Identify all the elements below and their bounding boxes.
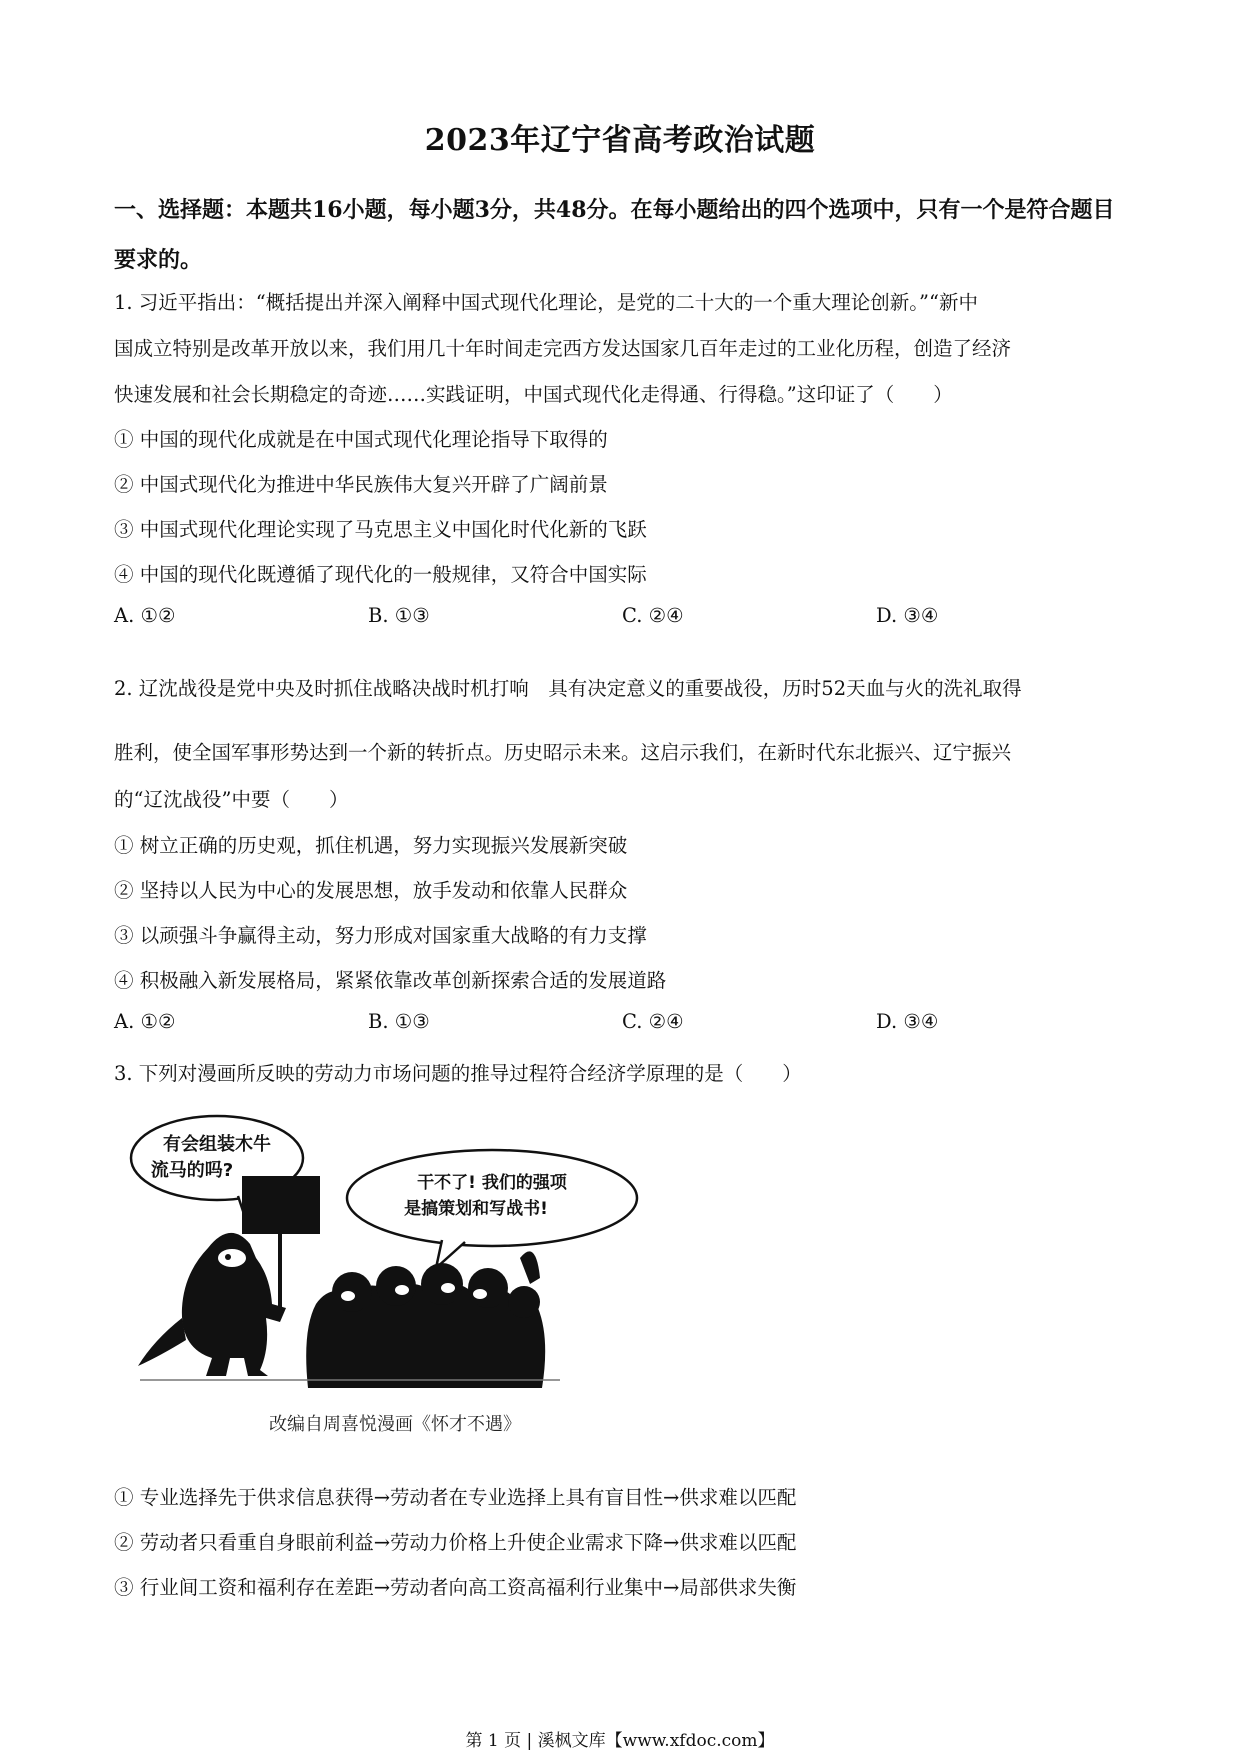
recruitment-sign — [242, 1176, 320, 1234]
q2-option-d: D. ③④ — [876, 1010, 939, 1033]
q1-option-b: B. ①③ — [368, 604, 430, 627]
q1-statement: ① 中国的现代化成就是在中国式现代化理论指导下取得的 — [114, 428, 608, 451]
q1-option-d: D. ③④ — [876, 604, 939, 627]
q2-statement: ② 坚持以人民为中心的发展思想，放手发动和依靠人民群众 — [114, 879, 628, 902]
page-title: 2023年辽宁省高考政治试题 — [424, 123, 816, 158]
q1-option-c: C. ②④ — [622, 604, 684, 627]
q1-stem-line: 快速发展和社会长期稳定的奇迹……实践证明，中国式现代化走得通、行得稳。”这印证了（ ） — [114, 383, 953, 406]
q2-statement: ③ 以顽强斗争赢得主动，努力形成对国家重大战略的有力支撑 — [114, 924, 647, 947]
q3-statement: ① 专业选择先于供求信息获得→劳动者在专业选择上具有盲目性→供求难以匹配 — [114, 1486, 797, 1509]
q3-stem: 3. 下列对漫画所反映的劳动力市场问题的推导过程符合经济学原理的是（ ） — [114, 1062, 802, 1085]
speech-bubble-right — [347, 1150, 637, 1246]
bubble-left-line: 有会组装木牛 — [163, 1134, 271, 1155]
q1-stem-line: 国成立特别是改革开放以来，我们用几十年时间走完西方发达国家几百年走过的工业化历程，创造了经济 — [114, 337, 1012, 360]
cartoon-caption: 改编自周喜悦漫画《怀才不遇》 — [269, 1414, 521, 1435]
q3-statement: ② 劳动者只看重自身眼前利益→劳动力价格上升使企业需求下降→供求难以匹配 — [114, 1531, 797, 1554]
q1-statement: ③ 中国式现代化理论实现了马克思主义中国化时代化新的飞跃 — [114, 518, 647, 541]
q2-stem-line: 的“辽沈战役”中要（ ） — [114, 788, 349, 811]
q2-option-a: A. ①② — [114, 1010, 176, 1033]
q3-statement: ③ 行业间工资和福利存在差距→劳动者向高工资高福利行业集中→局部供求失衡 — [114, 1576, 797, 1599]
section-heading: 一、选择题：本题共16小题，每小题3分，共48分。在每小题给出的四个选项中，只有一个是符合题目要求的。 — [114, 197, 1115, 273]
q1-option-a: A. ①② — [114, 604, 176, 627]
recruiter-figure — [138, 1233, 286, 1376]
q2-statement: ① 树立正确的历史观，抓住机遇，努力实现振兴发展新突破 — [114, 834, 628, 857]
q2-stem-line: 2. 辽沈战役是党中央及时抓住战略决战时机打响 具有决定意义的重要战役，历时52天血与火的洗礼取得 — [114, 677, 1022, 700]
bubble-left-line: 流马的吗? — [150, 1160, 234, 1181]
applicants-group — [306, 1251, 545, 1388]
q2-statement: ④ 积极融入新发展格局，紧紧依靠改革创新探索合适的发展道路 — [114, 969, 667, 992]
bubble-right-line: 干不了! 我们的强项 — [417, 1173, 567, 1193]
q2-stem-line: 胜利，使全国军事形势达到一个新的转折点。历史昭示未来。这启示我们，在新时代东北振兴、辽宁振兴 — [114, 741, 1012, 764]
q2-option-b: B. ①③ — [368, 1010, 430, 1033]
cartoon-illustration — [120, 1108, 640, 1448]
page-footer: 第 1 页 | 溪枫文库【www.xfdoc.com】 — [465, 1731, 775, 1751]
q1-statement: ④ 中国的现代化既遵循了现代化的一般规律，又符合中国实际 — [114, 563, 647, 586]
q2-option-c: C. ②④ — [622, 1010, 684, 1033]
bubble-right-line: 是搞策划和写战书! — [404, 1199, 548, 1219]
q1-statement: ② 中国式现代化为推进中华民族伟大复兴开辟了广阔前景 — [114, 473, 608, 496]
q1-stem-line: 1. 习近平指出：“概括提出并深入阐释中国式现代化理论，是党的二十大的一个重大理论创新。”“新中 — [114, 291, 978, 314]
